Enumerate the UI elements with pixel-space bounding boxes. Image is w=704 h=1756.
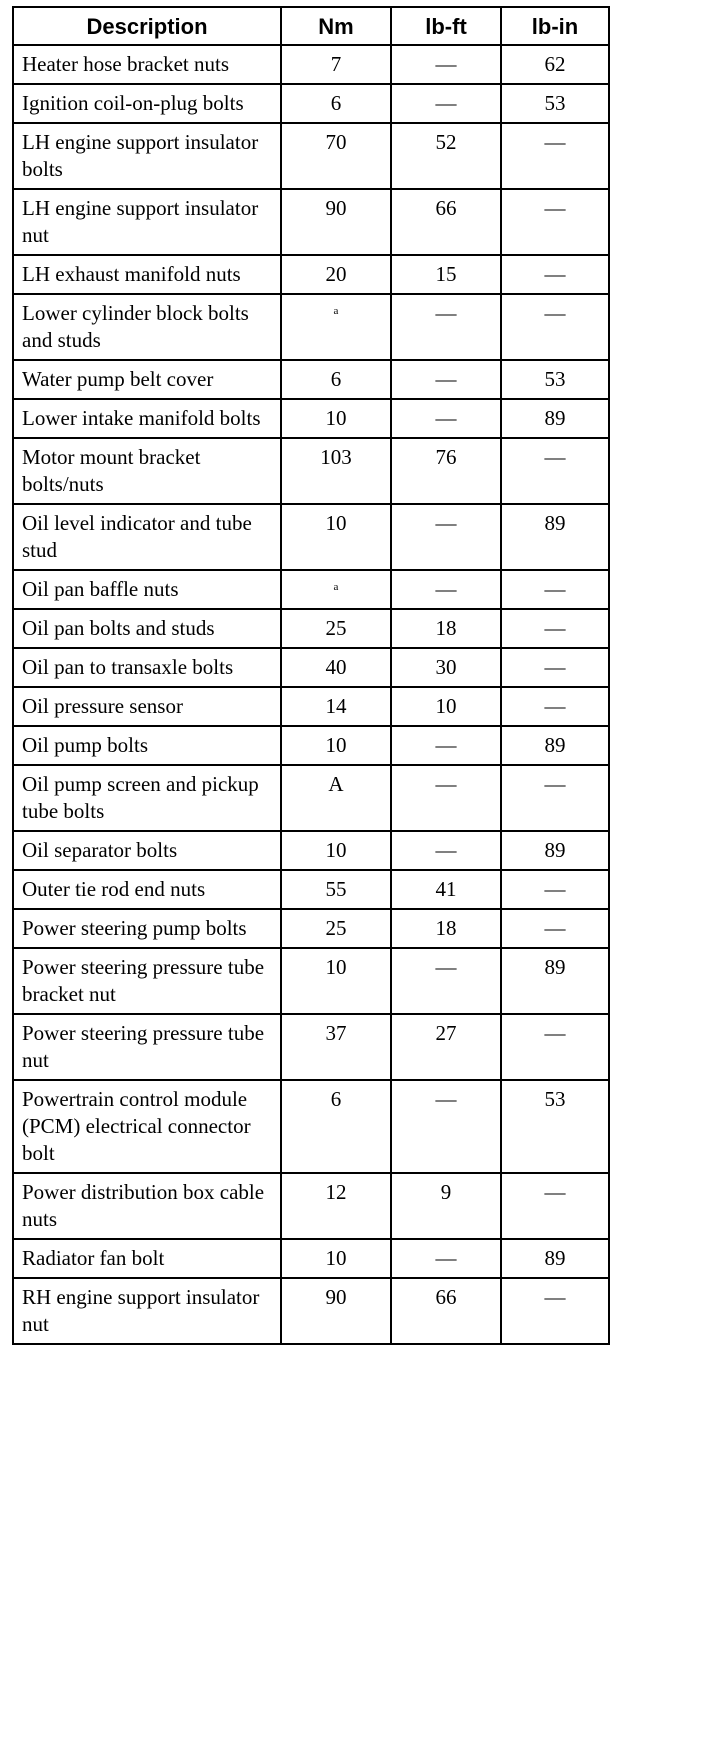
table-row	[13, 687, 609, 726]
cell-nm	[281, 294, 391, 360]
table-row	[13, 648, 609, 687]
cell-lb-ft: 30	[391, 648, 501, 687]
cell-lb-in: —	[501, 648, 609, 687]
table-row	[13, 726, 609, 765]
cell-lb-in: 89	[501, 948, 609, 1014]
cell-nm	[281, 570, 391, 609]
table-row	[13, 504, 609, 570]
cell-nm: 12	[281, 1173, 391, 1239]
cell-description: Lower intake manifold bolts	[13, 399, 281, 438]
cell-lb-in: 62	[501, 45, 609, 84]
column-header-lb-in: lb-in	[501, 7, 609, 45]
cell-nm: 6	[281, 360, 391, 399]
cell-nm: 14	[281, 687, 391, 726]
cell-description: Power steering pump bolts	[13, 909, 281, 948]
cell-nm: 40	[281, 648, 391, 687]
cell-description: LH engine support insulator bolts	[13, 123, 281, 189]
table-row	[13, 1014, 609, 1080]
cell-description: Ignition coil-on-plug bolts	[13, 84, 281, 123]
cell-lb-in: —	[501, 255, 609, 294]
cell-description: Powertrain control module (PCM) electrical connector bolt	[13, 1080, 281, 1173]
table-row	[13, 948, 609, 1014]
table-row	[13, 360, 609, 399]
cell-lb-in: 89	[501, 726, 609, 765]
cell-lb-ft: —	[391, 765, 501, 831]
table-row	[13, 765, 609, 831]
cell-description: Oil level indicator and tube stud	[13, 504, 281, 570]
cell-lb-ft: —	[391, 570, 501, 609]
table-row	[13, 438, 609, 504]
cell-description: Power distribution box cable nuts	[13, 1173, 281, 1239]
cell-description: LH exhaust manifold nuts	[13, 255, 281, 294]
table-row	[13, 609, 609, 648]
cell-lb-ft: —	[391, 504, 501, 570]
cell-nm: 90	[281, 1278, 391, 1344]
table-row	[13, 1239, 609, 1278]
cell-nm: 25	[281, 609, 391, 648]
cell-lb-in: 89	[501, 399, 609, 438]
cell-lb-in: 89	[501, 504, 609, 570]
cell-lb-in: —	[501, 609, 609, 648]
cell-lb-in: 89	[501, 831, 609, 870]
cell-description: Oil pan to transaxle bolts	[13, 648, 281, 687]
cell-lb-in: 89	[501, 1239, 609, 1278]
cell-lb-in: 53	[501, 1080, 609, 1173]
cell-nm: 10	[281, 1239, 391, 1278]
table-row	[13, 831, 609, 870]
column-header-lb-ft: lb-ft	[391, 7, 501, 45]
cell-nm: 25	[281, 909, 391, 948]
cell-lb-in: —	[501, 189, 609, 255]
cell-lb-ft: 10	[391, 687, 501, 726]
cell-lb-ft: —	[391, 84, 501, 123]
table-row	[13, 1080, 609, 1173]
cell-description: Oil pump bolts	[13, 726, 281, 765]
cell-lb-ft: —	[391, 948, 501, 1014]
table-header-row	[13, 7, 609, 45]
cell-nm: 6	[281, 84, 391, 123]
torque-specification-page	[12, 6, 608, 1345]
cell-lb-in: —	[501, 687, 609, 726]
cell-lb-in: —	[501, 1278, 609, 1344]
table-row	[13, 909, 609, 948]
cell-nm: 6	[281, 1080, 391, 1173]
cell-description: LH engine support insulator nut	[13, 189, 281, 255]
cell-description: Power steering pressure tube bracket nut	[13, 948, 281, 1014]
cell-lb-ft: 18	[391, 609, 501, 648]
cell-lb-ft: 66	[391, 189, 501, 255]
cell-lb-ft: —	[391, 399, 501, 438]
footnote-marker: a	[333, 305, 339, 317]
cell-nm: A	[281, 765, 391, 831]
cell-nm: 37	[281, 1014, 391, 1080]
footnote-marker: a	[333, 581, 339, 593]
cell-lb-in: —	[501, 870, 609, 909]
cell-description: Power steering pressure tube nut	[13, 1014, 281, 1080]
cell-lb-ft: —	[391, 831, 501, 870]
table-row	[13, 870, 609, 909]
table-row	[13, 1278, 609, 1344]
cell-lb-ft: 52	[391, 123, 501, 189]
table-row	[13, 399, 609, 438]
cell-lb-ft: 41	[391, 870, 501, 909]
table-row	[13, 189, 609, 255]
cell-lb-in: —	[501, 570, 609, 609]
torque-specification-table	[12, 6, 610, 1345]
cell-nm: 90	[281, 189, 391, 255]
cell-description: Radiator fan bolt	[13, 1239, 281, 1278]
cell-lb-ft: —	[391, 1239, 501, 1278]
cell-lb-ft: —	[391, 360, 501, 399]
cell-lb-ft: 18	[391, 909, 501, 948]
cell-nm: 10	[281, 948, 391, 1014]
column-header-nm: Nm	[281, 7, 391, 45]
table-row	[13, 255, 609, 294]
cell-nm: 70	[281, 123, 391, 189]
cell-lb-ft: —	[391, 45, 501, 84]
column-header-description: Description	[13, 7, 281, 45]
cell-lb-in: —	[501, 294, 609, 360]
cell-description: Water pump belt cover	[13, 360, 281, 399]
cell-description: Oil pump screen and pickup tube bolts	[13, 765, 281, 831]
cell-lb-in: —	[501, 909, 609, 948]
cell-lb-in: —	[501, 123, 609, 189]
cell-description: Oil pan baffle nuts	[13, 570, 281, 609]
cell-lb-in: 53	[501, 84, 609, 123]
table-body	[13, 45, 609, 1344]
cell-lb-ft: 66	[391, 1278, 501, 1344]
cell-description: Oil pressure sensor	[13, 687, 281, 726]
cell-nm: 10	[281, 504, 391, 570]
cell-lb-in: —	[501, 1014, 609, 1080]
cell-nm: 7	[281, 45, 391, 84]
cell-nm: 20	[281, 255, 391, 294]
cell-nm: 10	[281, 831, 391, 870]
cell-lb-ft: 9	[391, 1173, 501, 1239]
cell-description: Oil pan bolts and studs	[13, 609, 281, 648]
cell-nm: 10	[281, 399, 391, 438]
cell-lb-in: —	[501, 438, 609, 504]
table-row	[13, 1173, 609, 1239]
cell-description: Oil separator bolts	[13, 831, 281, 870]
cell-nm: 103	[281, 438, 391, 504]
table-row	[13, 570, 609, 609]
table-row	[13, 123, 609, 189]
cell-description: Heater hose bracket nuts	[13, 45, 281, 84]
cell-description: Motor mount bracket bolts/nuts	[13, 438, 281, 504]
cell-description: Outer tie rod end nuts	[13, 870, 281, 909]
table-row	[13, 84, 609, 123]
table-row	[13, 294, 609, 360]
cell-lb-ft: —	[391, 294, 501, 360]
cell-lb-in: —	[501, 1173, 609, 1239]
cell-nm: 55	[281, 870, 391, 909]
cell-lb-in: —	[501, 765, 609, 831]
cell-lb-ft: —	[391, 726, 501, 765]
cell-description: RH engine support insulator nut	[13, 1278, 281, 1344]
cell-lb-ft: 76	[391, 438, 501, 504]
cell-lb-ft: —	[391, 1080, 501, 1173]
cell-nm: 10	[281, 726, 391, 765]
cell-lb-ft: 15	[391, 255, 501, 294]
cell-lb-in: 53	[501, 360, 609, 399]
cell-description: Lower cylinder block bolts and studs	[13, 294, 281, 360]
cell-lb-ft: 27	[391, 1014, 501, 1080]
table-row	[13, 45, 609, 84]
